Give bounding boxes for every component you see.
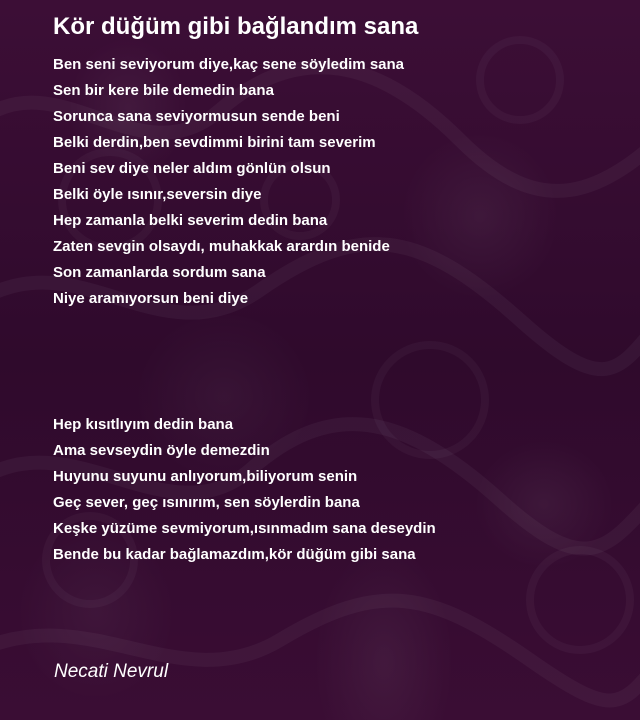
poem-line: Zaten sevgin olsaydı, muhakkak arardın benide [53, 238, 390, 255]
poem-line: Sen bir kere bile demedin bana [53, 82, 274, 99]
poem-line: Geç sever, geç ısınırım, sen söylerdin bana [53, 494, 360, 511]
stanza-1 [53, 52, 404, 312]
poem-line: Sorunca sana seviyormusun sende beni [53, 108, 340, 125]
poem-author: Necati Nevrul [54, 661, 169, 682]
poem-line: Keşke yüzüme sevmiyorum,ısınmadım sana deseydin [53, 520, 436, 537]
poem-line: Hep kısıtlıyım dedin bana [53, 416, 234, 433]
poem-line: Niye aramıyorsun beni diye [53, 290, 249, 307]
poem-line: Son zamanlarda sordum sana [53, 264, 266, 281]
poem-line: Ben seni seviyorum diye,kaç sene söyledim sana [53, 56, 405, 73]
poem-title: Kör düğüm gibi bağlandım sana [53, 13, 419, 40]
poem-line: Huyunu suyunu anlıyorum,biliyorum senin [53, 468, 358, 485]
poem-line: Ama sevseydin öyle demezdin [53, 442, 270, 459]
stanza-2 [53, 412, 436, 568]
poem-line: Bende bu kadar bağlamazdım,kör düğüm gibi sana [53, 546, 416, 563]
poem-line: Belki öyle ısınır,seversin diye [53, 186, 262, 203]
poem-line: Beni sev diye neler aldım gönlün olsun [53, 160, 331, 177]
poem-line: Belki derdin,ben sevdimmi birini tam severim [53, 134, 376, 151]
poem-line: Hep zamanla belki severim dedin bana [53, 212, 328, 229]
